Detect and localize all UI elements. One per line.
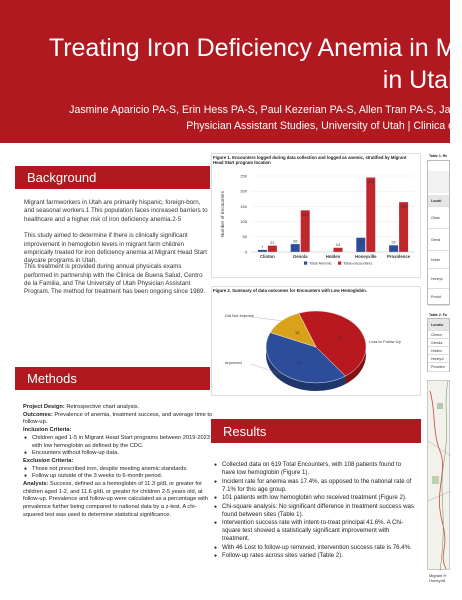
methods-inclusion-label: Inclusion Criteria: — [23, 427, 72, 434]
table-row: Holden — [428, 347, 449, 355]
y-tick-label: 150 — [240, 203, 247, 209]
data-label: 22 — [391, 239, 396, 245]
background-heading — [15, 166, 210, 189]
table-row: Holde — [428, 251, 449, 269]
methods-analysis: Analysis: Success, defined as a hemoglobin of 11.3 g/dL or greater for children aged 1-2, and 11.6 g/dL or greater for children 2-5 years old, at follow-up. Prevalence and follow-up were calculated as a percentage with prevalence further being compared to national data by a z-test. A chi-squared test was used to determine statistical significance. — [23, 481, 208, 518]
legend-label: Total encounters — [343, 260, 373, 266]
background-heading-text: Background — [27, 170, 97, 185]
methods-design: Project Design: Retrospective chart analysis. — [23, 404, 140, 410]
methods-heading — [15, 367, 210, 390]
y-tick-label: 200 — [240, 188, 247, 194]
data-label: 164 — [400, 203, 407, 209]
x-tick-label: Honeyville — [355, 254, 377, 259]
list-item: ● Children aged 1-5 in Migrant Head Start programs between 2019-2023 with low hemoglobin as defined by the CDC. — [23, 435, 213, 450]
results-heading-text: Results — [223, 423, 267, 439]
table-row: Clinto — [428, 207, 449, 229]
table-row: Honeyvi — [428, 355, 449, 363]
background-paragraph: This study aimed to determine if there is clinically significant improvement in hemoglobin levels in migrant farm children empirically treated for iron deficiency anemia at Migrant Head Start daycare programs in Utah. — [24, 232, 207, 265]
y-tick-label: 250 — [240, 173, 247, 179]
data-label: 137 — [301, 211, 309, 217]
table-row: Genol — [428, 229, 449, 251]
methods-outcomes: Outcomes: Prevalence of anemia, treatment success, and average time to follow-up. — [23, 411, 213, 426]
callout-label: Loss to Follow Up — [369, 339, 401, 344]
bar-encounters — [268, 246, 277, 252]
table1 — [427, 160, 450, 305]
data-label: 7 — [261, 244, 264, 250]
table1-header: Locati — [428, 195, 449, 207]
y-tick-label: 100 — [240, 219, 247, 224]
data-label: 245 — [367, 179, 375, 185]
figure2-chart — [211, 295, 421, 395]
data-label: 14 — [335, 242, 341, 248]
table2 — [427, 318, 450, 372]
data-label: 21 — [270, 240, 275, 246]
x-tick-label: Holden — [325, 254, 341, 259]
list-item: ● Follow up outside of the 3 weeks to 6-month period. — [23, 473, 213, 481]
table1-header-band — [428, 171, 449, 193]
methods-exclusion-label: Exclusion Criteria: — [23, 457, 74, 464]
list-item: ● Chi-square analysis: No significant difference in treatment success was found between sites (Table 1). — [213, 503, 414, 519]
bar-encounters — [334, 248, 343, 252]
list-item: ● Incident rate for anemia was 17.4%, as opposed to the national rate of 7.1% for this age group. — [213, 478, 414, 494]
table-row: Genola — [428, 339, 449, 347]
table-row: Honeyv — [428, 269, 449, 289]
table-row: Clinton — [428, 331, 449, 339]
list-item: ● Collected data on 619 Total Encounters, with 108 patients found to have low hemoglobin (Figure 1). — [213, 461, 414, 477]
slice-value-label: 13 — [294, 330, 300, 336]
methods-heading-text: Methods — [27, 371, 77, 386]
slice-value-label: 42 — [296, 359, 302, 365]
results-heading — [211, 419, 421, 443]
background-paragraph: Migrant farmworkers in Utah are primarily hispanic, foreign-born, and seasonal workers.1 This population faces increased barriers to healthcare and a higher risk of iron deficiency anemia.2-5 — [24, 199, 208, 223]
methods-body — [23, 404, 213, 520]
table1-title: Table 1. Re — [429, 154, 448, 158]
table2-title: Table 2. Fo — [429, 313, 448, 317]
figure2-title: Figure 2. Summary of data outcomes for Encounters with Low Hemoglobin. — [213, 288, 367, 293]
y-axis-label: Number of Encounters — [220, 191, 225, 237]
table-row: Providen — [428, 363, 449, 372]
map-roads — [428, 381, 451, 571]
figure1-title: Figure 1. Encounters logged during data collection and logged as anemic, stratified by Migrant Head Start program location — [213, 155, 407, 165]
list-item: ● Intervention success rate with intent-to-treat principal 41.6%. A Chi-square test showed a statistically significant improvement with treatment. — [213, 519, 414, 543]
y-tick-label: 50 — [242, 234, 247, 240]
bar-anemic — [258, 250, 267, 252]
results-body — [213, 461, 414, 561]
data-label: 26 — [292, 238, 298, 244]
results-list — [213, 461, 414, 560]
background-body — [24, 199, 208, 363]
x-tick-label: Genola — [292, 254, 308, 259]
map-image — [427, 380, 450, 570]
legend-swatch — [304, 262, 307, 265]
callout-leader — [251, 317, 282, 321]
callout-label: Did Not Improve — [225, 313, 254, 318]
poster-title: Treating Iron Deficiency Anemia in Mi in Utah — [48, 34, 462, 94]
y-tick-label: 0 — [244, 249, 247, 255]
poster-header — [0, 0, 462, 143]
legend-swatch — [338, 262, 341, 265]
background-paragraph: This treatment is provided during annual physicals exams performed in partnership with the Clinica de Buena Salud, Centro de la Familia, and The University of Utah Physician Assistant Program. The method for treatment has been ongoing since 1989. — [24, 263, 206, 296]
list-item: ● Encounters without follow-up data. — [23, 450, 213, 458]
callout-label: Improved — [225, 360, 242, 365]
x-tick-label: Providence — [387, 254, 411, 259]
bar-encounters — [366, 178, 375, 252]
legend-label: Total Anemic — [309, 260, 332, 266]
figure1-chart — [211, 166, 421, 278]
bar-anemic — [291, 244, 300, 252]
poster-authors: Jasmine Aparicio PA-S, Erin Hess PA-S, Paul Kezerian PA-S, Allen Tran PA-S, Jar Physician Assistant Studies, University of Utah | Clinica d — [69, 104, 454, 132]
bar-encounters — [399, 202, 408, 252]
list-item: ● 101 patients with low hemoglobin who received treatment (Figure 2). — [213, 494, 414, 502]
map-caption: Migrant H Honeyvill — [429, 573, 447, 583]
data-label: 47 — [358, 239, 364, 245]
exclusion-list — [23, 466, 213, 481]
slice-value-label: 46 — [338, 335, 343, 341]
bar-anemic — [389, 245, 398, 252]
list-item: ● With 46 Lost to follow-up removed, intervention success rate is 76.4%. — [213, 544, 414, 552]
x-tick-label: Clinton — [260, 254, 275, 259]
table-row: Provid — [428, 289, 449, 306]
inclusion-list — [23, 435, 213, 458]
list-item: ● Follow-up rates across sites varied (Table 2). — [213, 552, 414, 560]
table2-header: Locatio — [428, 319, 449, 331]
list-item: ● Those not prescribed iron, despite meeting anemic standards. — [23, 466, 213, 474]
